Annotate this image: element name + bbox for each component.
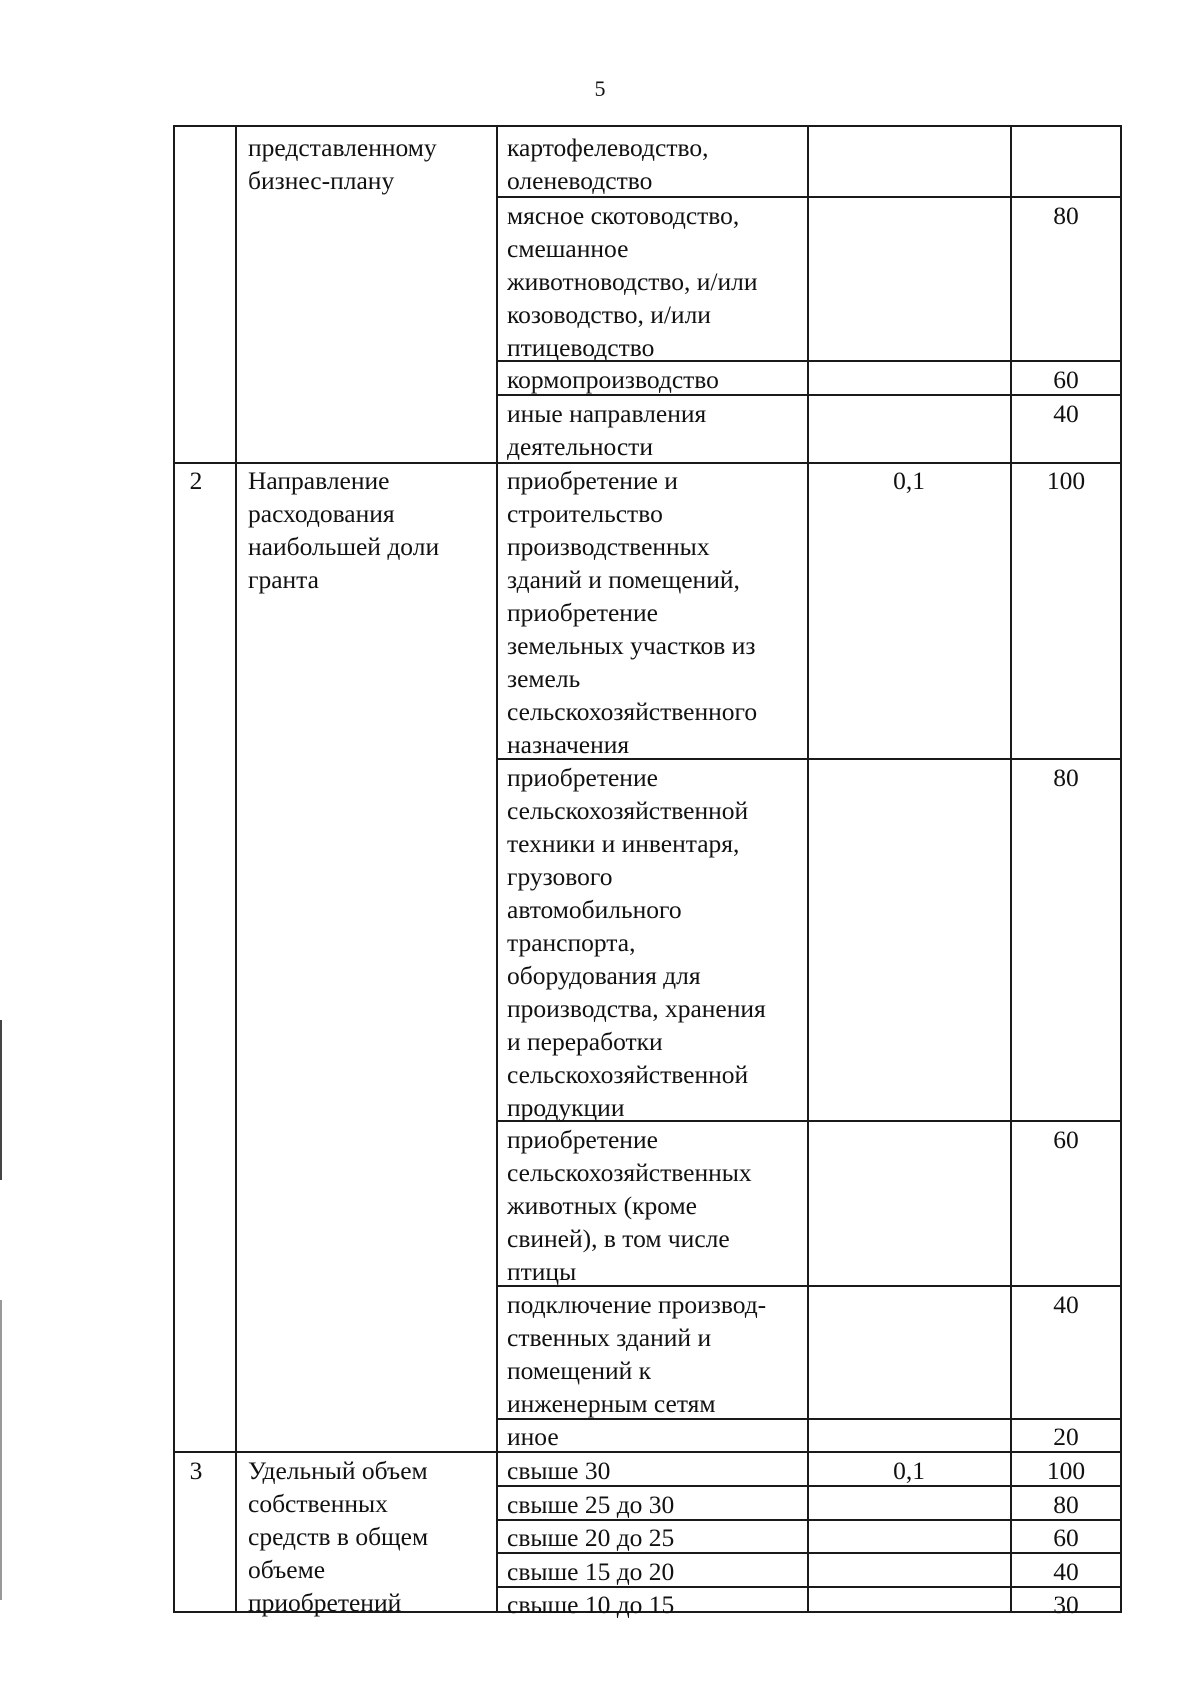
score-value: 100 <box>1046 1456 1086 1485</box>
table-border-left <box>173 125 175 1613</box>
score-value: 60 <box>1053 1523 1079 1552</box>
score-value: 80 <box>1053 1490 1079 1519</box>
option-text: свыше 15 до 20 <box>507 1557 675 1586</box>
option-text: приобретение сельскохозяйственной техники и инвентаря, грузового автомобильного транспорта, оборудования для производства, хранения и переработки сельскохозяйственной продукции <box>507 763 766 1122</box>
column-divider <box>235 125 237 1613</box>
criterion-text: Направление расходования наибольшей доли гранта <box>248 466 440 594</box>
option-text: свыше 10 до 15 <box>507 1590 675 1619</box>
row-number: 3 <box>189 1456 203 1485</box>
option-text: иные направления деятельности <box>507 399 707 461</box>
score-value: 40 <box>1053 1290 1079 1319</box>
score-value: 60 <box>1053 1125 1079 1154</box>
page-number: 5 <box>594 76 606 101</box>
criterion-text: представленному бизнес-плану <box>248 133 437 195</box>
option-text: подключение производ- ственных зданий и помещений к инженерным сетям <box>507 1290 767 1418</box>
option-text: приобретение сельскохозяйственных животных (кроме свиней), в том числе птицы <box>507 1125 752 1286</box>
row-number: 2 <box>189 466 203 495</box>
option-text: свыше 25 до 30 <box>507 1490 675 1519</box>
score-value: 40 <box>1053 399 1079 428</box>
option-text: кормопроизводство <box>507 365 719 394</box>
column-divider <box>807 125 809 1613</box>
score-value: 30 <box>1053 1590 1079 1619</box>
column-divider <box>1010 125 1012 1613</box>
score-value: 20 <box>1053 1422 1079 1451</box>
score-value: 80 <box>1053 763 1079 792</box>
option-text: иное <box>507 1422 559 1451</box>
table-border-top <box>173 125 1122 127</box>
option-text: приобретение и строительство производственных зданий и помещений, приобретение земельных участков из земель сельскохозяйственного назначения <box>507 466 758 759</box>
weight-value: 0,1 <box>893 466 925 495</box>
option-text: мясное скотоводство, смешанное животноводство, и/или козоводство, и/или птицеводство <box>507 201 758 362</box>
score-value: 40 <box>1053 1557 1079 1586</box>
score-value: 100 <box>1046 466 1086 495</box>
option-text: свыше 30 <box>507 1456 611 1485</box>
score-value: 80 <box>1053 201 1079 230</box>
score-value: 60 <box>1053 365 1079 394</box>
table-border-right <box>1120 125 1122 1613</box>
option-text: картофелеводство, оленеводство <box>507 133 709 195</box>
column-divider <box>496 125 498 1613</box>
option-text: свыше 20 до 25 <box>507 1523 675 1552</box>
weight-value: 0,1 <box>893 1456 925 1485</box>
criterion-text: Удельный объем собственных средств в общем объеме приобретений <box>248 1456 429 1617</box>
